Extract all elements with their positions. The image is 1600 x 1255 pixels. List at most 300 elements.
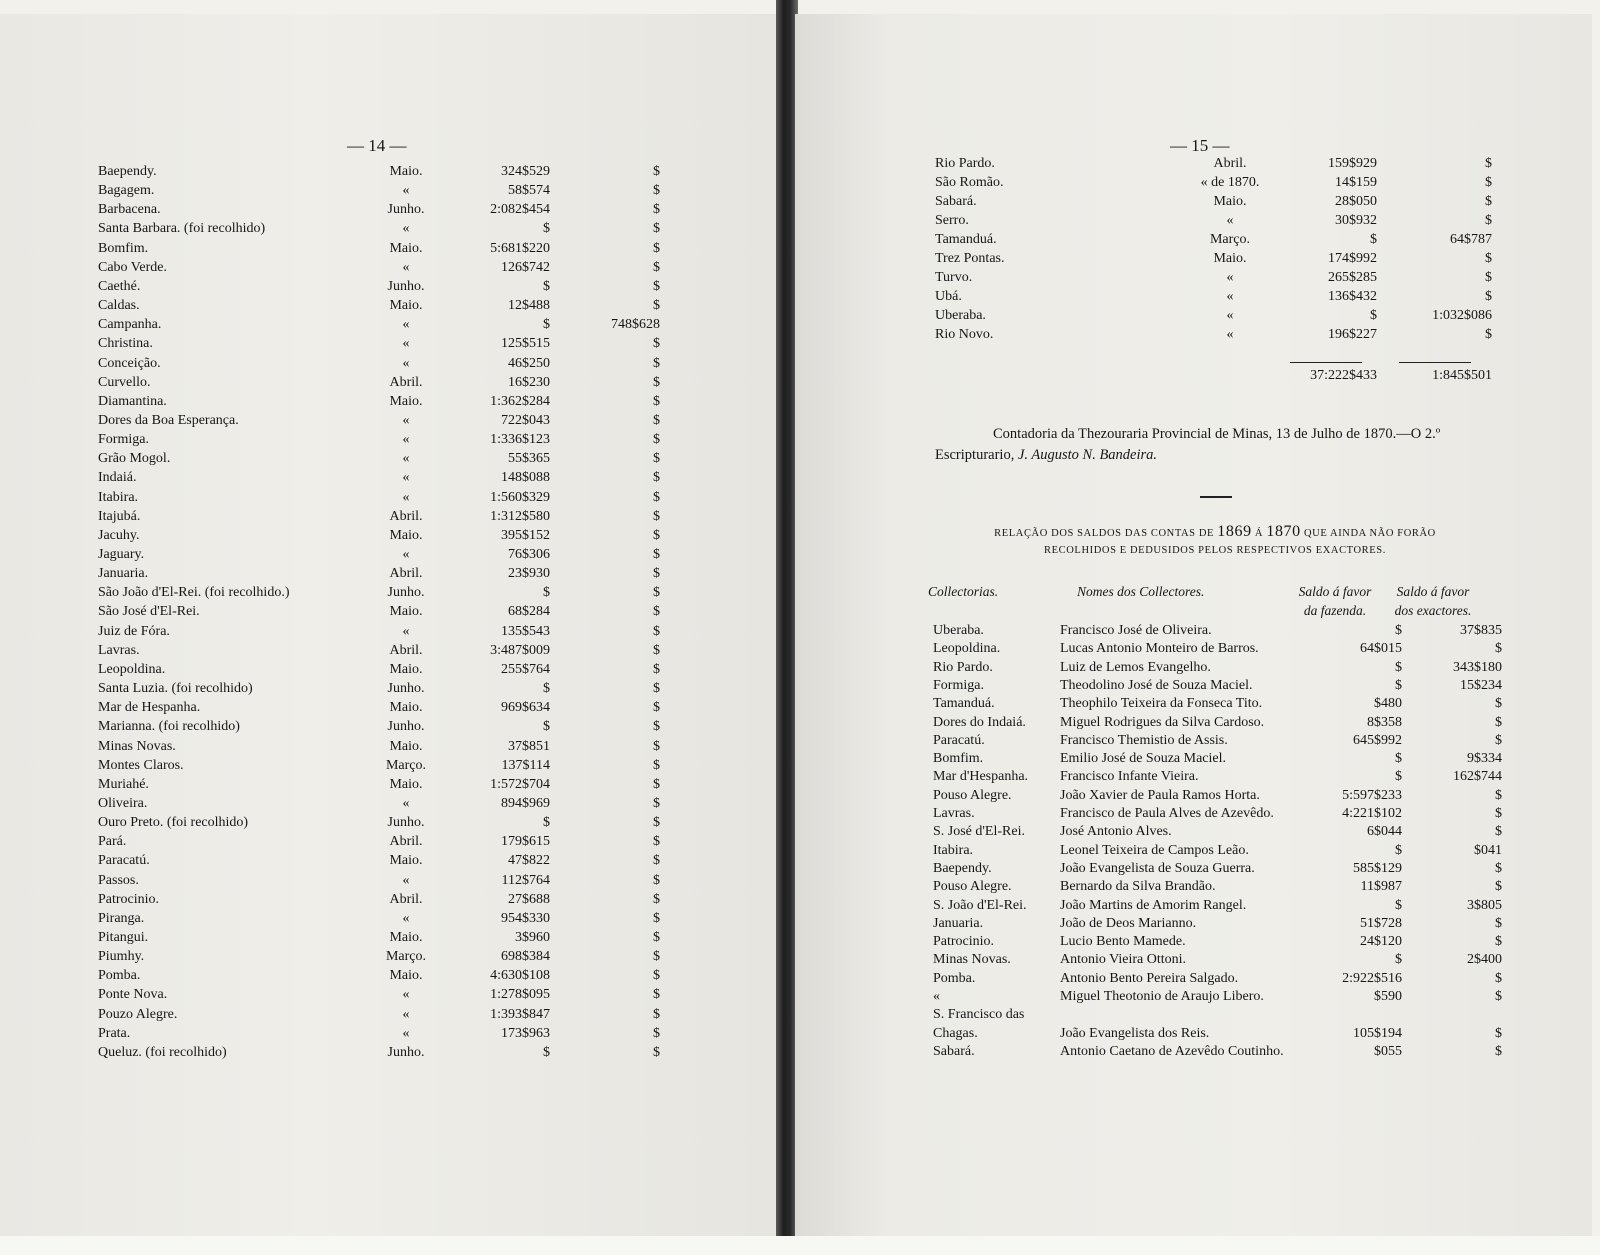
month-cell: Abril.	[1213, 156, 1247, 171]
table-row	[0, 660, 780, 679]
collectoria-name: Uberaba.	[933, 623, 984, 638]
value-cell: 179$615	[501, 834, 550, 850]
collectoria-name: Ubá.	[935, 289, 962, 304]
value-cell: 137$114	[501, 757, 550, 773]
table-row	[0, 488, 780, 507]
paid-cell: $	[653, 642, 660, 658]
relation-title-part2: Á	[1254, 528, 1264, 539]
month-cell: Abril.	[389, 566, 423, 582]
collectoria-name: Bagagem.	[98, 183, 155, 199]
table-row	[0, 583, 780, 602]
collectoria-name: Santa Barbara. (foi recolhido)	[98, 221, 266, 237]
table-row	[0, 890, 780, 909]
saldo-exactores: $	[1495, 1025, 1502, 1041]
table-row	[795, 860, 1592, 878]
saldo-exactores: $	[1495, 824, 1502, 840]
saldo-exactores: 15$234	[1460, 677, 1502, 693]
table-row	[795, 750, 1592, 768]
saldo-fazenda: $	[1395, 952, 1402, 968]
collectoria-name: Pomba.	[933, 970, 976, 986]
saldo-fazenda: $	[1395, 769, 1402, 785]
table-row	[0, 602, 780, 621]
month-cell: Março.	[385, 757, 427, 773]
table-row	[795, 659, 1592, 677]
month-cell: «	[1226, 308, 1234, 323]
table-row	[795, 823, 1592, 841]
table-row	[795, 988, 1592, 1006]
table-row	[0, 354, 780, 373]
paid-cell: $	[653, 298, 660, 314]
value-cell: 28$050	[1335, 194, 1377, 209]
month-cell: Maio.	[389, 164, 423, 179]
paid-cell: $	[653, 891, 660, 907]
table-row	[0, 871, 780, 890]
collectoria-name: Juiz de Fóra.	[98, 623, 170, 639]
relation-title-line2: RECOLHIDOS E DEDUSIDOS PELOS RESPECTIVOS EXACTORES.	[1044, 545, 1386, 556]
signature-paragraph	[935, 424, 1495, 466]
table-row	[0, 430, 780, 449]
month-cell: «	[402, 1025, 410, 1041]
saldo-fazenda: 11$987	[1360, 879, 1402, 895]
value-cell: $	[543, 278, 550, 294]
value-cell: 58$574	[508, 183, 550, 199]
table-row	[0, 315, 780, 334]
collectoria-name: Passos.	[98, 872, 139, 888]
collectoria-name: Pomba.	[98, 968, 141, 984]
collectoria-name: Turvo.	[935, 270, 973, 285]
collectoria-name: Serro.	[935, 213, 969, 228]
collector-name: Francisco José de Oliveira.	[1060, 623, 1212, 638]
table-row	[0, 334, 780, 353]
collectoria-name: Baependy.	[98, 164, 157, 179]
collectoria-name: Montes Claros.	[98, 757, 184, 773]
paid-cell: 1:032$086	[1432, 308, 1492, 323]
saldo-exactores: 343$180	[1453, 659, 1502, 675]
paid-cell: $	[653, 795, 660, 811]
month-cell: Maio.	[389, 527, 423, 543]
saldo-fazenda: $590	[1374, 989, 1402, 1004]
paid-cell: $	[653, 853, 660, 869]
table-row	[795, 878, 1592, 896]
paid-cell: $	[653, 164, 660, 179]
saldo-exactores: 37$835	[1460, 623, 1502, 638]
saldo-exactores: $	[1495, 714, 1502, 730]
month-cell: Abril.	[389, 642, 423, 658]
saldo-exactores: $	[1495, 732, 1502, 748]
collectoria-name: Prata.	[98, 1025, 131, 1041]
month-cell: «	[402, 795, 410, 811]
collectoria-name: Rio Novo.	[935, 327, 994, 342]
table-row	[795, 842, 1592, 860]
table-row	[795, 915, 1592, 933]
paid-cell: $	[653, 738, 660, 754]
table-row	[0, 564, 780, 583]
table-row	[795, 268, 1592, 287]
collector-name: João Evangelista de Souza Guerra.	[1060, 860, 1255, 876]
paid-cell: $	[653, 1006, 660, 1022]
collectoria-name: Dores da Boa Esperança.	[98, 412, 239, 428]
paid-cell: $	[1485, 270, 1492, 285]
table-row	[0, 277, 780, 296]
collector-name: Bernardo da Silva Brandão.	[1060, 879, 1216, 895]
collectoria-name: Diamantina.	[98, 393, 167, 409]
value-cell: 46$250	[508, 355, 550, 371]
value-cell: 174$992	[1328, 251, 1377, 266]
month-cell: Abril.	[389, 891, 423, 907]
saldo-fazenda: $	[1395, 677, 1402, 693]
saldo-fazenda: 105$194	[1353, 1025, 1402, 1041]
table-row	[0, 181, 780, 200]
table-row	[0, 373, 780, 392]
month-cell: «	[1226, 327, 1234, 342]
paid-cell: $	[653, 968, 660, 984]
month-cell: Junho.	[387, 585, 425, 601]
table-row	[0, 966, 780, 985]
collector-name: Miguel Theotonio de Araujo Libero.	[1060, 989, 1264, 1004]
value-cell: 47$822	[508, 853, 550, 869]
month-cell: Maio.	[389, 661, 423, 677]
saldo-fazenda: $480	[1374, 696, 1402, 712]
value-cell: 698$384	[501, 949, 550, 965]
table-row	[795, 192, 1592, 211]
month-cell: Maio.	[389, 298, 423, 314]
collectoria-name: Muriahé.	[98, 776, 149, 792]
paid-cell: $	[653, 527, 660, 543]
total-value: 37:222$433	[1310, 368, 1377, 383]
collector-name: Francisco Themistio de Assis.	[1060, 732, 1228, 748]
header-exactores	[1383, 582, 1483, 620]
collectoria-name: Patrocinio.	[98, 891, 160, 907]
collectoria-name: Mar de Hespanha.	[98, 700, 201, 716]
table-row	[0, 200, 780, 219]
value-cell: 3:487$009	[490, 642, 550, 658]
table-row	[795, 677, 1592, 695]
month-cell: «	[402, 872, 410, 888]
collector-name: Antonio Vieira Ottoni.	[1060, 952, 1187, 968]
left-page	[0, 14, 780, 1236]
relation-year1: 1869	[1217, 523, 1252, 540]
paid-cell: $	[653, 259, 660, 275]
collectoria-name: Barbacena.	[98, 202, 161, 218]
saldo-fazenda: 24$120	[1360, 934, 1402, 950]
collectoria-name: Dores do Indaiá.	[933, 714, 1026, 730]
saldo-fazenda: $	[1395, 897, 1402, 913]
value-cell: $	[1370, 308, 1377, 323]
value-cell: 1:362$284	[490, 393, 550, 409]
month-cell: «	[402, 221, 410, 237]
collectoria-name: Grão Mogol.	[98, 451, 171, 467]
value-cell: 395$152	[501, 527, 550, 543]
table-row	[0, 641, 780, 660]
value-cell: 14$159	[1335, 175, 1377, 190]
month-cell: Maio.	[389, 604, 423, 620]
month-cell: Maio.	[389, 738, 423, 754]
value-cell: 4:630$108	[490, 968, 550, 984]
header-fazenda-line2: da fazenda.	[1303, 603, 1367, 618]
header-exactores-line1: Saldo á favor	[1396, 584, 1470, 599]
saldo-fazenda: 585$129	[1353, 860, 1402, 876]
month-cell: «	[402, 1006, 410, 1022]
month-cell: Junho.	[387, 719, 425, 735]
saldo-exactores: $	[1495, 934, 1502, 950]
collectoria-name: Christina.	[98, 336, 153, 352]
right-page	[795, 14, 1592, 1236]
month-cell: «	[402, 317, 410, 333]
saldo-exactores: 162$744	[1453, 769, 1502, 785]
month-cell: «	[402, 547, 410, 562]
saldo-fazenda: 4:221$102	[1342, 806, 1402, 821]
table-row	[0, 1024, 780, 1043]
table-row	[0, 526, 780, 545]
table-row	[0, 698, 780, 717]
table-row	[795, 230, 1592, 249]
header-fazenda	[1285, 582, 1385, 620]
month-cell: Junho.	[387, 1044, 425, 1060]
month-cell: Junho.	[387, 681, 425, 697]
table-row	[0, 162, 780, 181]
month-cell: Março.	[1209, 232, 1251, 247]
collector-name: Leonel Teixeira de Campos Leão.	[1060, 842, 1249, 858]
table-row	[795, 325, 1592, 344]
month-cell: «	[402, 355, 410, 371]
table-row	[795, 306, 1592, 325]
collectoria-name: Campanha.	[98, 317, 162, 333]
value-cell: 173$963	[501, 1025, 550, 1041]
paid-cell: $	[653, 470, 660, 486]
value-cell: 894$969	[501, 795, 550, 811]
month-cell: «	[402, 623, 410, 639]
paid-cell: $	[653, 355, 660, 371]
value-cell: 1:312$580	[490, 508, 550, 524]
table-row	[0, 756, 780, 775]
collectoria-name: Curvello.	[98, 374, 151, 390]
month-cell: Maio.	[389, 393, 423, 409]
value-cell: 135$543	[501, 623, 550, 639]
saldo-fazenda: 6$044	[1367, 824, 1402, 840]
saldo-exactores: $	[1495, 787, 1502, 803]
value-cell: 27$688	[508, 891, 550, 907]
table-row	[0, 813, 780, 832]
table-row	[0, 239, 780, 258]
table-row	[0, 258, 780, 277]
table-row	[795, 714, 1592, 732]
saldo-exactores: $	[1495, 970, 1502, 986]
collectoria-name: Marianna. (foi recolhido)	[98, 719, 240, 735]
collectoria-name: Ponte Nova.	[98, 987, 168, 1003]
paid-cell: $	[653, 183, 660, 199]
paid-cell: $	[653, 585, 660, 601]
collectoria-name: Baependy.	[933, 860, 992, 876]
collectoria-name: Lavras.	[933, 806, 975, 821]
table-row	[0, 928, 780, 947]
saldo-fazenda: 2:922$516	[1342, 970, 1402, 986]
table-row	[0, 507, 780, 526]
paid-cell: $	[653, 489, 660, 505]
header-exactores-line2: dos exactores.	[1394, 603, 1472, 618]
collectoria-name: Chagas.	[933, 1025, 978, 1041]
table-row	[0, 545, 780, 564]
collector-name: Theodolino José de Souza Maciel.	[1060, 677, 1253, 693]
collectoria-name: Patrocinio.	[933, 934, 995, 950]
paid-cell: $	[653, 1044, 660, 1060]
paid-cell: $	[653, 930, 660, 945]
paid-cell: $	[1485, 213, 1492, 228]
saldo-fazenda: $	[1395, 659, 1402, 675]
table-row	[0, 468, 780, 487]
paid-cell: $	[653, 278, 660, 294]
table-row	[795, 1025, 1592, 1043]
table-row	[795, 897, 1592, 915]
month-cell: «	[402, 470, 410, 486]
collector-name: Luiz de Lemos Evangelho.	[1060, 659, 1211, 675]
value-cell: $	[543, 221, 550, 237]
month-cell: Abril.	[389, 374, 423, 390]
table-row	[795, 173, 1592, 192]
value-cell: $	[543, 681, 550, 697]
table-row	[0, 411, 780, 430]
month-cell: «	[402, 183, 410, 199]
paid-cell: $	[1485, 251, 1492, 266]
paid-cell: $	[653, 949, 660, 965]
collector-name: Theophilo Teixeira da Fonseca Tito.	[1060, 696, 1263, 712]
paid-cell: $	[653, 508, 660, 524]
table-row	[795, 768, 1592, 786]
value-cell: 1:560$329	[490, 489, 550, 505]
table-row	[795, 787, 1592, 805]
collectoria-name: São José d'El-Rei.	[98, 604, 200, 620]
saldo-exactores: $	[1495, 989, 1502, 1004]
paid-cell: $	[653, 776, 660, 792]
page-number-left: — 14 —	[347, 136, 407, 155]
collectoria-name: Oliveira.	[98, 795, 148, 811]
signature-name: J. Augusto N. Bandeira.	[1017, 447, 1158, 463]
paid-cell: $	[1485, 175, 1492, 190]
paid-cell: $	[653, 661, 660, 677]
section-divider	[1200, 496, 1232, 498]
total-rule-value	[1290, 362, 1362, 363]
table-row	[0, 449, 780, 468]
collectoria-name: Trez Pontas.	[935, 251, 1005, 266]
collectoria-name: Queluz. (foi recolhido)	[98, 1044, 227, 1060]
collectoria-name: Indaiá.	[98, 470, 137, 486]
collectoria-name: Rio Pardo.	[933, 659, 993, 675]
paid-cell: $	[653, 700, 660, 716]
paid-cell: $	[653, 202, 660, 218]
collectoria-name: Caldas.	[98, 298, 140, 314]
collectoria-name: Caethé.	[98, 278, 141, 294]
month-cell: «	[402, 432, 410, 448]
collectoria-name: S. João d'El-Rei.	[933, 897, 1027, 913]
value-cell: $	[543, 1044, 550, 1060]
month-cell: «	[402, 451, 410, 467]
collectoria-name: Minas Novas.	[933, 952, 1011, 968]
paid-cell: $	[653, 681, 660, 697]
month-cell: «	[402, 259, 410, 275]
value-cell: 68$284	[508, 604, 550, 620]
collectoria-name: Pouso Alegre.	[933, 879, 1012, 895]
collectoria-name: Januaria.	[98, 566, 149, 582]
paid-cell: $	[653, 547, 660, 562]
value-cell: 5:681$220	[490, 240, 550, 256]
collector-name: João de Deos Marianno.	[1060, 915, 1197, 931]
saldo-fazenda: $	[1395, 751, 1402, 767]
saldo-exactores: $	[1495, 915, 1502, 931]
month-cell: Maio.	[389, 240, 423, 256]
value-cell: 265$285	[1328, 270, 1377, 285]
collectoria-name: Paracatú.	[98, 853, 150, 869]
table-row	[795, 933, 1592, 951]
value-cell: 30$932	[1335, 213, 1377, 228]
collectoria-name: Formiga.	[98, 432, 149, 448]
saldo-exactores: $	[1495, 641, 1502, 657]
month-cell: «	[402, 412, 410, 428]
collectoria-name: São Romão.	[935, 175, 1004, 190]
collectoria-name: Leopoldina.	[98, 661, 166, 677]
saldo-fazenda: 645$992	[1353, 732, 1402, 748]
month-cell: Abril.	[389, 508, 423, 524]
collectoria-name: Conceição.	[98, 355, 161, 371]
saldo-fazenda: $	[1395, 623, 1402, 638]
table-row	[795, 732, 1592, 750]
saldo-exactores: $	[1495, 696, 1502, 712]
paid-cell: $	[1485, 289, 1492, 304]
table-row	[0, 717, 780, 736]
month-cell: Maio.	[389, 776, 423, 792]
signature-text: Contadoria da Thezouraria Provincial de Minas, 13 de Julho de 1870.—O 2.º Escripturario,	[935, 426, 1441, 463]
value-cell: 125$515	[501, 336, 550, 352]
month-cell: Junho.	[387, 815, 425, 831]
collector-name: Lucio Bento Mamede.	[1060, 934, 1186, 950]
month-cell: Maio.	[389, 930, 423, 945]
collector-name: João Xavier de Paula Ramos Horta.	[1060, 787, 1260, 803]
month-cell: «	[402, 987, 410, 1003]
saldo-fazenda: 5:597$233	[1342, 787, 1402, 803]
table-row	[0, 679, 780, 698]
page-number-right: — 15 —	[1170, 136, 1230, 155]
paid-cell: $	[1485, 327, 1492, 342]
collectoria-name: Itabira.	[98, 489, 139, 505]
table-row	[795, 951, 1592, 969]
saldo-exactores: $041	[1474, 842, 1502, 858]
table-row	[795, 695, 1592, 713]
collector-name: Miguel Rodrigues da Silva Cardoso.	[1060, 714, 1265, 730]
totals-row	[795, 366, 1592, 385]
collector-name: Francisco de Paula Alves de Azevêdo.	[1060, 806, 1274, 821]
month-cell: « de 1870.	[1200, 175, 1260, 190]
paid-cell: $	[653, 757, 660, 773]
collectoria-name: Pitangui.	[98, 930, 149, 945]
table-row	[795, 287, 1592, 306]
month-cell: Maio.	[1213, 194, 1247, 209]
paid-cell: $	[653, 872, 660, 888]
collector-name: Francisco Infante Vieira.	[1060, 769, 1199, 785]
collectoria-name: São João d'El-Rei. (foi recolhido.)	[98, 585, 290, 601]
saldo-fazenda: $055	[1374, 1043, 1402, 1059]
paid-cell: $	[653, 987, 660, 1003]
month-cell: Maio.	[389, 700, 423, 716]
collectoria-name: Jacuhy.	[98, 527, 140, 543]
collectoria-name: Paracatú.	[933, 732, 985, 748]
collectoria-name: «	[933, 989, 940, 1004]
collectoria-name: S. Francisco das	[933, 1007, 1025, 1023]
value-cell: 954$330	[501, 910, 550, 926]
collectoria-name: Rio Pardo.	[935, 156, 995, 171]
relation-year2: 1870	[1266, 523, 1301, 540]
collectoria-name: Formiga.	[933, 677, 984, 693]
table-row	[0, 1005, 780, 1024]
header-collectorias: Collectorias.	[928, 584, 999, 599]
value-cell: $	[543, 719, 550, 735]
